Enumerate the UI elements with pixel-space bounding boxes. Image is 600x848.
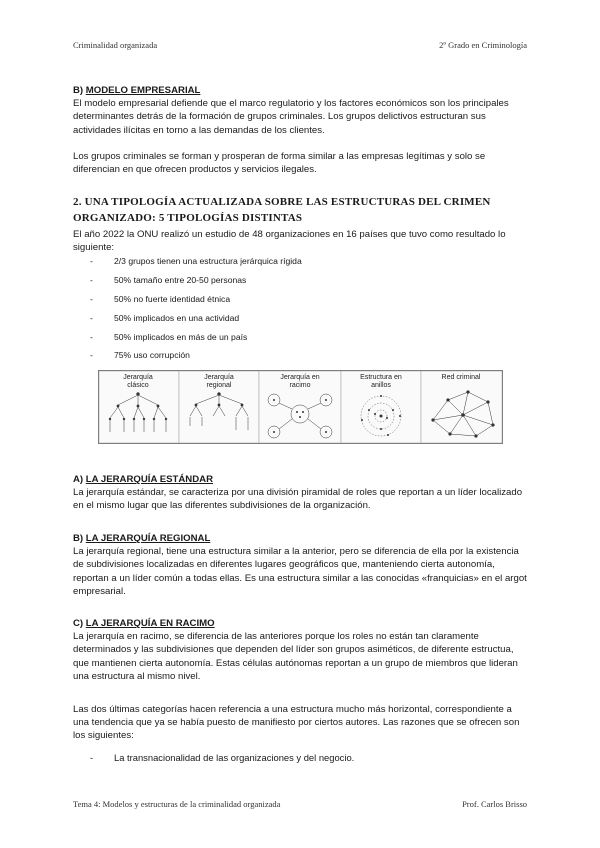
section-letter: A) — [73, 474, 86, 485]
figure-label: Red criminal — [441, 374, 481, 381]
closing-paragraph: Las dos últimas categorías hacen referencia a una estructura mucho más horizontal, correspondiente a una tendencia que ya se había puesto de manifiesto por ciertos autores. Las razones que se ofrecen son los siguientes: — [73, 704, 520, 742]
list-item: - La transnacionalidad de las organizaciones y del negocio. — [90, 752, 355, 763]
section-jerarquia-regional — [73, 532, 528, 598]
paragraph: La jerarquía en racimo, se diferencia de las anteriores porque los roles no están tan claramente determinados y las subdivisiones que dependen del líder son grupos asiméticos, de diferente estructua, que mantienen cierta autonomía. Estas células autónomas reportan a un grupo de miembros que lideran una estructura al mismo nivel. — [73, 631, 518, 682]
section-title: LA JERARQUÍA EN RACIMO — [85, 618, 215, 629]
section-letter: C) — [73, 618, 86, 629]
section-heading — [73, 84, 528, 97]
running-header-right: 2º Grado en Criminología — [439, 40, 527, 50]
figure-label: Jerarquía — [204, 374, 234, 381]
paragraph: El modelo empresarial defiende que el marco regulatorio y los factores económicos son los principales determinantes detrás de la formación de grupos criminales. Los grupos delictivos estructuran sus actividades ilícitas en torno a las demandas de los clientes. — [73, 98, 509, 136]
list-item: - 50% no fuerte identidad étnica — [90, 294, 231, 304]
figure-label: racimo — [289, 382, 311, 389]
running-header-left: Criminalidad organizada — [73, 40, 158, 50]
panel-red-criminal — [421, 371, 502, 443]
list-item: - 50% tamaño entre 20-50 personas — [90, 275, 247, 285]
section-letter: B) — [73, 85, 86, 96]
figure-label: Jerarquía — [123, 374, 153, 381]
section-2-title: 2. UNA TIPOLOGÍA ACTUALIZADA SOBRE LAS ESTRUCTURAS DEL CRIMEN ORGANIZADO: 5 TIPOLOGÍAS DISTINTAS — [73, 196, 491, 224]
figure-label: Estructura en — [360, 374, 402, 381]
panel-jerarquia-clasico — [99, 371, 179, 443]
section-jerarquia-estandar — [73, 473, 528, 513]
panel-estructura-anillos — [341, 371, 421, 443]
figure-label: Jerarquía en — [280, 374, 320, 381]
paragraph: La jerarquía estándar, se caracteriza por una división piramidal de roles que reportan a un líder localizado en el mismo lugar que las diferentes subdivisiones de la organización. — [73, 487, 523, 512]
section-2-intro: El año 2022 la ONU realizó un estudio de 48 organizaciones en 16 países que tuvo como resultado lo siguiente: — [73, 229, 506, 254]
running-footer-left: Tema 4: Modelos y estructuras de la criminalidad organizada — [73, 799, 281, 809]
list-item: - 2/3 grupos tienen una estructura jerárquica rígida — [90, 256, 302, 266]
section-heading — [73, 473, 528, 486]
section-title: LA JERARQUÍA REGIONAL — [85, 533, 211, 544]
section-heading — [73, 532, 528, 545]
running-footer-right: Prof. Carlos Brisso — [462, 799, 527, 809]
section-title: MODELO EMPRESARIAL — [85, 85, 201, 96]
paragraph: La jerarquía regional, tiene una estructura similar a la anterior, pero se diferencia de ella por la existencia de subdivisiones localizadas en diferentes lugares geográficos que, manteniendo cierta autonomía, reportan a un líder común a todas ellas. Es una estructura similar a las conocidas «franquicias» en el argot empresarial. — [73, 546, 527, 597]
section-modelo-empresarial — [73, 84, 528, 176]
section-letter: B) — [73, 533, 86, 544]
list-item: - 75% uso corrupción — [90, 350, 190, 360]
list-item: - 50% implicados en más de un país — [90, 332, 248, 342]
figure-label: clásico — [127, 382, 149, 389]
section-title: LA JERARQUÍA ESTÁNDAR — [85, 474, 214, 485]
paragraph: Los grupos criminales se forman y prosperan de forma similar a las empresas legítimas y solo se diferencian en que ofrecen productos y servicios ilegales. — [73, 150, 486, 176]
panel-jerarquia-racimo — [259, 371, 341, 443]
figure-label: regional — [206, 382, 232, 389]
section-heading — [73, 617, 528, 630]
typologies-figure — [98, 370, 503, 444]
section-jerarquia-racimo — [73, 617, 528, 683]
list-item: - 50% implicados en una actividad — [90, 313, 240, 323]
figure-label: anillos — [371, 382, 391, 389]
panel-jerarquia-regional — [179, 371, 259, 443]
